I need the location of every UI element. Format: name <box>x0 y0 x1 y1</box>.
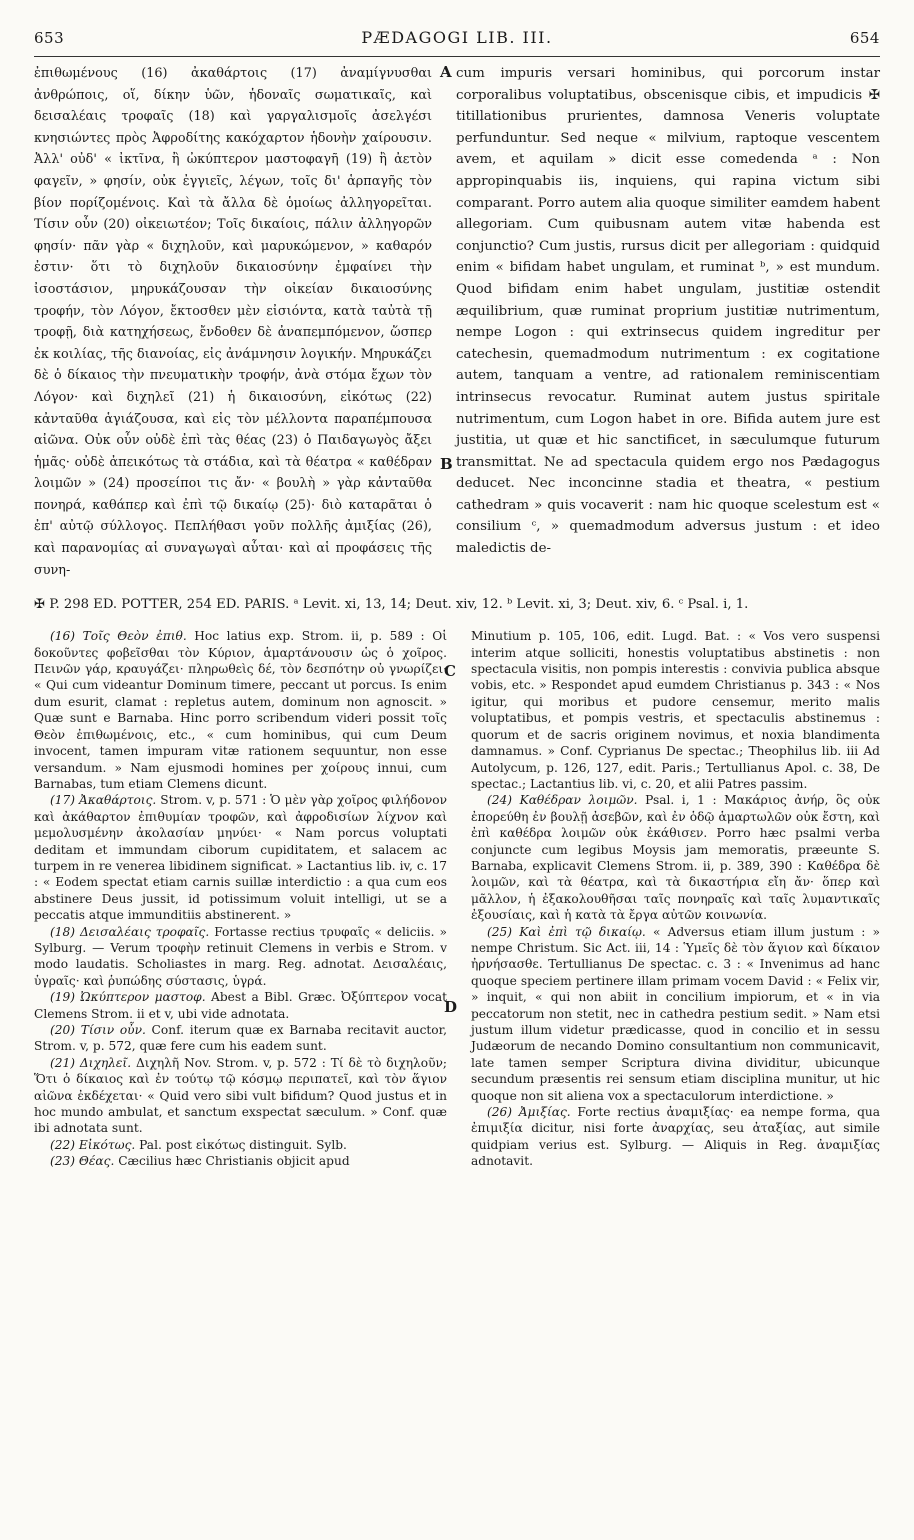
margin-letter-b: B <box>440 455 453 473</box>
commentary-note <box>471 1104 880 1170</box>
note-lemma: (25) Καὶ ἐπὶ τῷ δικαίῳ. <box>487 924 646 939</box>
footnote-line: ✠ P. 298 ED. POTTER, 254 ED. PARIS. ᵃ Levit. xi, 13, 14; Deut. xiv, 12. ᵇ Levit. xi, 3; Deut. xiv, 6. ᶜ Psal. i, 1. <box>34 597 749 613</box>
page-number-left: 653 <box>34 29 65 47</box>
commentary-note <box>34 792 447 923</box>
commentary-note <box>34 1022 447 1055</box>
margin-letter-d: D <box>444 998 458 1017</box>
note-text: Hoc latius exp. Strom. ii, p. 589 : Οἱ δοκοῦντες φοβεῖσθαι τὸν Κύριον, ἁμαρτάνουσιν ὡς ὁ χοῖρος. Πεινῶν γάρ, κραυγάζει· πληρωθεὶς δέ, τὸν δεσπότην οὐ γνωρίζει· « Qui cum videantur Dominum timere, peccant ut porcus. Is enim dum esurit, clamat : repletus autem, dominum non agnoscit. » Quæ sunt e Barnaba. Hinc porro scribendum videri possit τοῖς Θεὸν ἐπιθωμένοις, etc., « cum hominibus, qui cum Deum invocent, tamen impuram vitæ rationem sequuntur, non esse versandum. » Nam ejusmodi homines per χοίρους innui, cum Barnabas, tum etiam Clemens dicunt. <box>34 629 448 791</box>
page-number-right: 654 <box>849 29 880 47</box>
margin-letter-c: C <box>444 662 456 681</box>
margin-letter-a: A <box>440 63 452 81</box>
main-text <box>34 63 880 581</box>
note-text: Abest a Bibl. Græc. Ὀξύπτερον vocat Clemens Strom. ii et v, ubi vide adnotata. <box>34 990 447 1021</box>
note-lemma: (21) Διχηλεῖ. <box>50 1055 132 1070</box>
note-lemma: (19) Ὠκύπτερον μαστοφ. <box>50 990 206 1005</box>
commentary-note <box>34 989 447 1022</box>
running-header <box>34 28 880 54</box>
note-text: « Adversus etiam illum justum : » nempe Christum. Sic Act. iii, 14 : Ὑμεῖς δὲ τὸν ἅγιον καὶ δίκαιον ἠρνήσασθε. Tertullianus De spectac. c. 3 : « Invenimus ad hanc quoque speciem pertinere illam primam vocem David : « Felix vir, » inquit, « qui non abiit in concilium impiorum, et « in via peccatorum non stetit, nec in cathedra pestium sedit. » Nam etsi justum illum videtur prædicasse, quod in concilio et in sessu Judæorum de necando Domino consultantium non communicavit, late tamen semper Scriptura divina dividitur, ubicunque secundum præsentis rei sensum etiam disciplina munitur, ut hic quoque non sit aliena vox a spectaculorum interdictione. » <box>471 924 880 1103</box>
note-lemma: (23) Θέας. <box>50 1154 115 1169</box>
latin-column <box>442 63 880 581</box>
note-text: Pal. post εἰκότως distinguit. Sylb. <box>135 1137 347 1152</box>
running-title: PÆDAGOGI LIB. III. <box>361 28 553 47</box>
note-lemma: (24) Καθέδραν λοιμῶν. <box>487 793 638 808</box>
latin-text: cum impuris versari hominibus, qui porcorum instar corporalibus voluptatibus, obscenisque cibis, et impudicis ✠ titillationibus prurientes, damnosa Veneris voluptate perfunduntur. Sed neque « milvium, raptoque vescentem avem, et aquilam » dicit esse comedenda ᵃ : Non appropinquabis iis, inquiens, qui rapina victum sibi comparant. Porro autem alia quoque similiter eamdem habent allegoriam. Cum quibusnam autem vitæ habenda est conjunctio? Cum justis, rursus dicit per allegoriam : quidquid enim « bifidam habet ungulam, et ruminat ᵇ, » est mundum. Quod bifidam enim habet ungulam, justitiæ ostendit æquilibrium, quæ ruminat proprium justitiæ nutrimentum, nempe Logon : qui extrinsecus quidem ingreditur per catechesin, quemadmodum nutrimentum : ex cogitatione autem, tanquam a ventre, ad rationalem reminiscentiam intrinsecus revocatur. Ruminat autem justus spiritale nutrimentum, cum Logon habet in ore. Bifida autem jure est justitia, ut quæ et hic sanctificet, in sæculumque futurum transmittat. Ne ad spectacula quidem ergo nos Pædagogus deducet. Nec inconcinne stadia et theatra, « pestium cathedram » quis vocaverit : nam hic quoque scelestum est « consilium ᶜ, » quemadmodum adversus justum : et ideo maledictis de- <box>456 66 880 557</box>
note-lemma: (18) Δεισαλέαις τροφαῖς. <box>50 924 210 939</box>
commentary-note <box>34 628 447 792</box>
note-lemma: (26) Ἀμιξίας. <box>487 1105 571 1120</box>
note-lemma: (20) Τίσιν οὖν. <box>50 1023 146 1037</box>
header-rule <box>34 56 880 57</box>
note-text: Strom. v, p. 571 : Ὁ μὲν γὰρ χοῖρος φιλήδονον καὶ ἀκάθαρτον ἐπιθυμίαν τροφῶν, καὶ ἀφροδισίων λίχνον καὶ μεμολυσμένην ἀκολασίαν μηνύει· « Nam porcus voluptati deditam et immundam ciborum cupiditatem, et salacem ac turpem in re venerea libidinem significat. » Lactantius lib. iv, c. 17 : « Eodem spectat etiam carnis suillæ interdictio : a qua cum eos abstinere Deus jussit, id potissimum voluit intelligi, ut se a peccatis atque immunditiis abstinerent. » <box>34 793 447 923</box>
note-lemma: (22) Εἰκότως. <box>50 1137 136 1152</box>
greek-text: ἐπιθωμένους (16) ἀκαθάρτοις (17) ἀναμίγνυσθαι ἀνθρώποις, οἵ, δίκην ὑῶν, ἡδοναῖς σωματικαῖς, καὶ δεισαλέαις τροφαῖς (18) καὶ γαργαλισμοῖς ἀσελγέσι κνησιώντες πρὸς Ἀφροδίτης κακόχαρτον ἡδονὴν χαίρουσιν. Ἀλλ' οὐδ' « ἰκτῖνα, ἢ ὠκύπτερον μαστοφαγῆ (19) ἢ ἀετὸν φαγεῖν, » φησίν, οὐκ ἐγγιεῖς, λέγων, τοῖς δι' ἁρπαγῆς τὸν βίον πορίζομένοις. Καὶ τὰ ἄλλα δὲ ὁμοίως ἀλληγορεῖται. Τίσιν οὖν (20) οἰκειωτέον; Τοῖς δικαίοις, πάλιν ἀλληγορῶν φησίν· πᾶν γὰρ « διχηλοῦν, καὶ μαρυκώμενον, » καθαρόν ἐστιν· ὅτι τὸ διχηλοῦν δικαιοσύνην ἐμφαίνει τὴν ἰσοστάσιον, μηρυκάζουσαν τὴν οἰκείαν δικαιοσύνης τροφήν, τὸν Λόγον, ἔκτοσθεν μὲν εἰσιόντα, κατὰ ταὐτὰ τῇ τροφῇ, διὰ κατηχήσεως, ἔνδοθεν δὲ ἀναπεμπόμενον, ὥσπερ ἐκ κοιλίας, τῆς διανοίας, εἰς ἀνάμνησιν λογικήν. Μηρυκάζει δὲ ὁ δίκαιος τὴν πνευματικὴν τροφήν, ἀνὰ στόμα ἔχων τὸν Λόγον· καὶ διχηλεῖ (21) ἡ δικαιοσύνη, εἰκότως (22) κἀνταῦθα ἁγιάζουσα, καὶ εἰς τὸν μέλλοντα παραπέμπουσα αἰῶνα. Οὐκ οὖν οὐδὲ ἐπὶ τὰς θέας (23) ὁ Παιδαγωγὸς ἄξει ἡμᾶς· οὐδὲ ἀπεικότως τὰ στάδια, καὶ τὰ θέατρα « καθέδραν λοιμῶν » (24) προσείποι τις ἄν· « βουλὴ » γὰρ κἀνταῦθα πονηρά, καθάπερ καὶ ἐπὶ τῷ δικαίῳ (25)· διὸ καταρᾶται ὁ ἐπ' αὐτῷ σύλλογος. Πεπλήθασι γοῦν πολλῆς ἀμιξίας (26), καὶ παρανομίας αἱ συναγωγαὶ αὗται· καὶ αἱ προφάσεις τῆς συνη- <box>34 66 432 578</box>
note-text: Fortasse rectius τρυφαῖς « deliciis. » Sylburg. — Verum τροφὴν retinuit Clemens in verbis e Strom. v modo laudatis. Scholiastes in marg. Reg. adnotat. Δεισαλέαις, ὑγραῖς· καὶ ῥυπώδης σύστασις, ὑγρά. <box>34 924 447 988</box>
commentary-note <box>34 1153 447 1169</box>
commentary-note <box>34 924 447 990</box>
commentary-notes <box>34 628 880 1169</box>
commentary-note <box>34 1137 447 1153</box>
commentary-note <box>34 1055 447 1137</box>
note-text: Διχηλῆ Nov. Strom. v, p. 572 : Τί δὲ τὸ διχηλοῦν; Ὅτι ὁ δίκαιος καὶ ἐν τούτῳ τῷ κόσμῳ περιπατεῖ, καὶ τὸν ἅγιον αἰῶνα ἐκδέχεται· « Quid vero sibi vult bifidum? Quod justus et in hoc mundo ambulat, et sanctum exspectat sæculum. » Conf. quæ ibi adnotata sunt. <box>34 1055 448 1136</box>
note-text: Conf. iterum quæ ex Barnaba recitavit auctor, Strom. v, p. 572, quæ fere cum his eadem sunt. <box>34 1023 447 1054</box>
note-lemma: (17) Ἀκαθάρτοις. <box>50 793 157 808</box>
note-lemma: (16) Τοῖς Θεὸν ἐπιθ. <box>50 629 187 644</box>
notes-right-column <box>457 628 880 1169</box>
note-text: Psal. i, 1 : Μακάριος ἀνήρ, ὃς οὐκ ἐπορεύθη ἐν βουλῇ ἀσεβῶν, καὶ ἐν ὁδῷ ἁμαρτωλῶν οὐκ ἔστη, καὶ ἐπὶ καθέδρα λοιμῶν οὐκ ἐκάθισεν. Porro hæc psalmi verba conjuncte cum legibus Moysis jam memoratis, præeunte S. Barnaba, explicavit Clemens Strom. ii, p. 389, 390 : Καθέδρα δὲ λοιμῶν, καὶ τὰ θέατρα, καὶ τὰ δικαστήρια εἴη ἄν· ὅπερ καὶ μᾶλλον, ἡ ἐξακολουθῆσαι ταῖς πονηραῖς καὶ ταῖς λυμαντικαῖς ἐξουσίαις, καὶ ἡ κατὰ τὰ ἔργα αὐτῶν κοινωνία. <box>471 793 880 923</box>
note-text: Cæcilius hæc Christianis objicit apud <box>114 1154 350 1169</box>
commentary-note <box>471 924 880 1104</box>
note-text: Minutium p. 105, 106, edit. Lugd. Bat. : « Vos vero suspensi interim atque solliciti, honestis voluptatibus abstinetis : non spectacula visitis, non pompis interestis : convivia publica absque vobis, etc. » Respondet apud eumdem Christianus p. 343 : « Nos igitur, qui moribus et pudore censemur, merito malis voluptatibus, et pompis vestris, et spectaculis abstinemus : quorum et de sacris originem novimus, et noxia blandimenta damnamus. » Conf. Cyprianus De spectac.; Theophilus lib. iii Ad Autolycum, p. 126, 127, edit. Paris.; Tertullianus Apol. c. 38, De spectac.; Lactantius lib. vi, c. 20, et alii Patres passim. <box>471 629 880 791</box>
greek-column <box>34 63 442 581</box>
notes-left-column <box>34 628 457 1169</box>
commentary-note <box>471 792 880 923</box>
commentary-note <box>471 628 880 792</box>
note-text: Forte rectius ἀναμιξίας· ea nempe forma, qua ἐπιμιξία dicitur, nisi forte ἀναρχίας, seu ἀταξίας, aut simile quidpiam verius est. Sylburg. — Aliquis in Reg. ἀναμιξίας adnotavit. <box>471 1105 880 1169</box>
